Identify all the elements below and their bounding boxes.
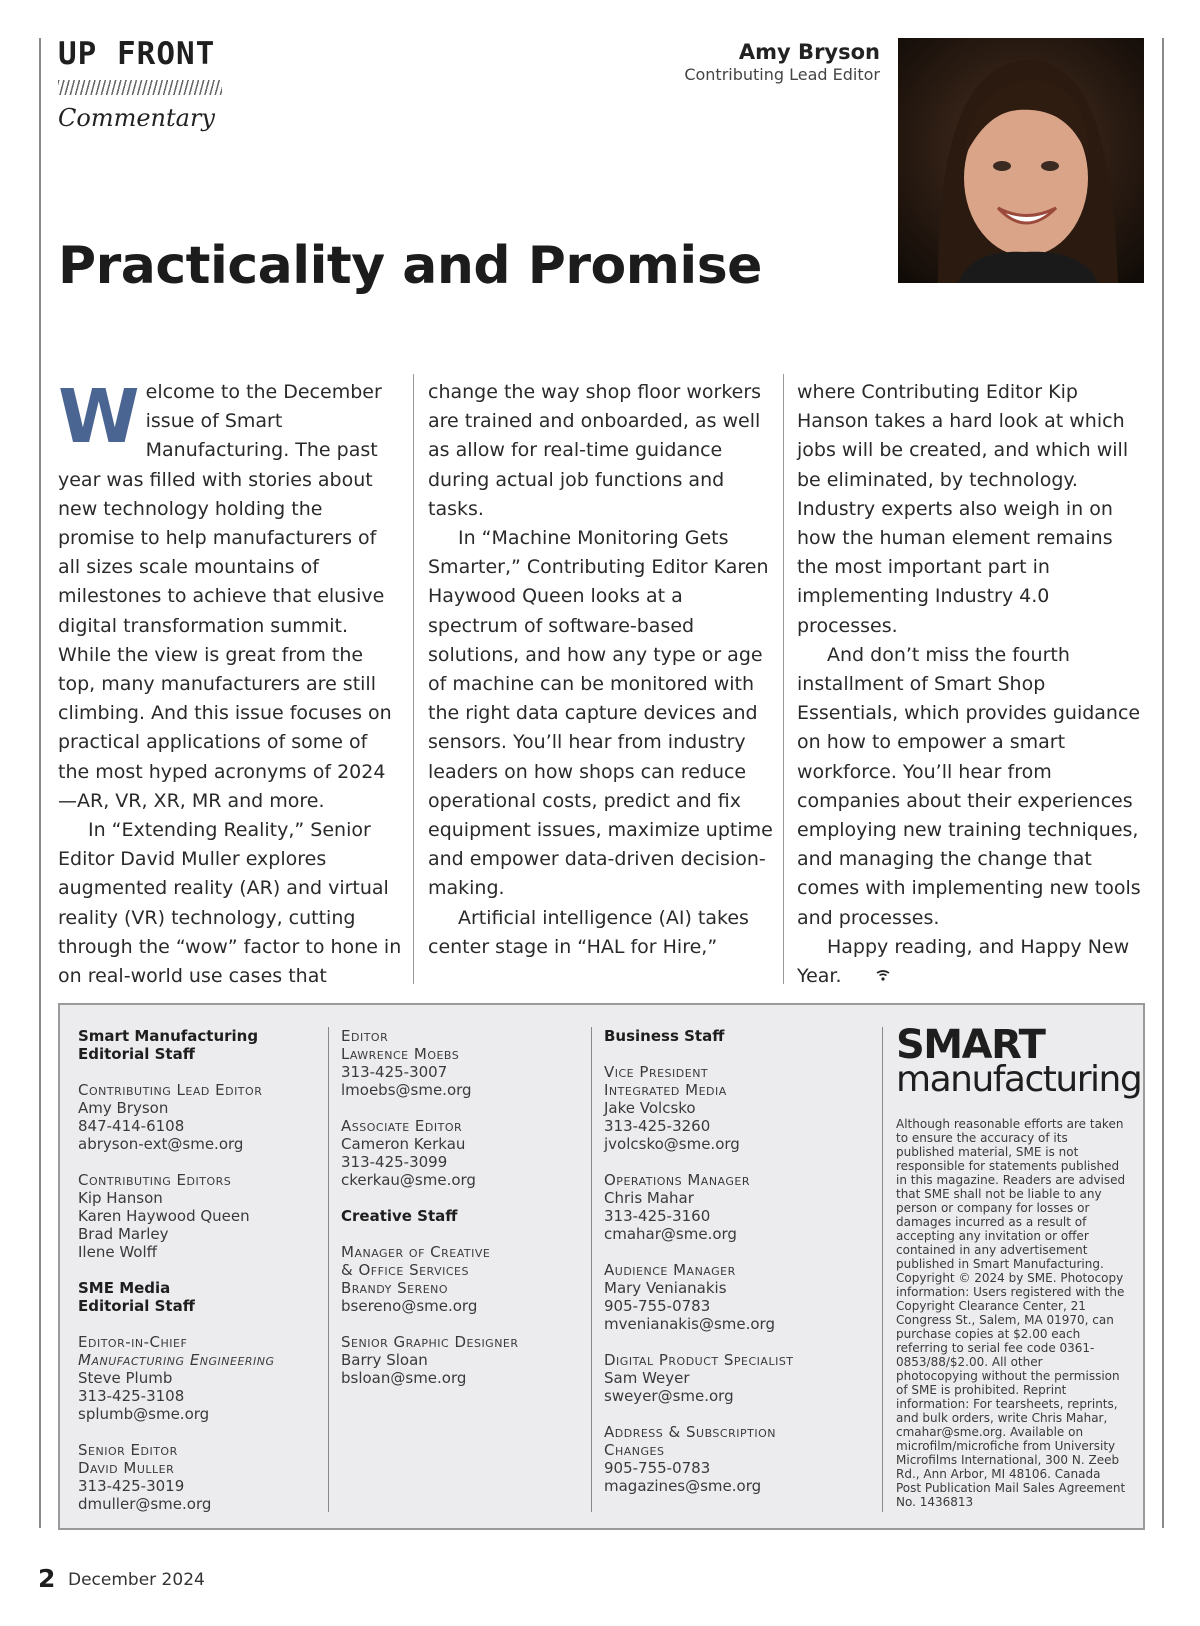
masthead-column-2 (341, 1027, 586, 1405)
staff-phone: 313-425-3099 (341, 1153, 448, 1171)
paragraph: elcome to the December issue of Smart Manufacturing. The past year was filled with stories about new technology holding the promise to help manufacturers of all sizes scale mountains of milestones to achieve that elusive digital transformation summit. While the view is great from the top, many manufacturers are still climbing. And this issue focuses on practical applications of some of the most hyped acronyms of 2024—AR, VR, XR, MR and more. (58, 381, 392, 812)
staff-phone: 313-425-3019 (78, 1477, 185, 1495)
staff-name: Steve Plumb (78, 1369, 173, 1387)
article-column-3 (797, 378, 1143, 991)
smart-manufacturing-logo: SMART (896, 1022, 1045, 1068)
staff-email[interactable]: splumb@sme.org (78, 1405, 210, 1423)
staff-name: Mary Venianakis (604, 1279, 727, 1297)
staff-email[interactable]: abryson-ext@sme.org (78, 1135, 244, 1153)
staff-role: Contributing Editors (78, 1171, 232, 1189)
staff-email[interactable]: sweyer@sme.org (604, 1387, 734, 1405)
column-divider (413, 374, 414, 984)
masthead-box (58, 1003, 1145, 1530)
staff-email[interactable]: mvenianakis@sme.org (604, 1315, 775, 1333)
staff-name: Kip Hanson (78, 1189, 163, 1207)
masthead-column-3 (604, 1027, 844, 1513)
page-number: 2 (38, 1564, 56, 1593)
masthead-heading: SME Media (78, 1279, 171, 1297)
author-title: Contributing Lead Editor (684, 65, 880, 84)
author-name: Amy Bryson (738, 40, 880, 64)
paragraph: In “Extending Reality,” Senior Editor David Muller explores augmented reality (AR) and virtual reality (VR) technology, cutting through the “wow” factor to hone in on real-world use cases that (58, 819, 402, 988)
masthead-divider (882, 1027, 883, 1512)
paragraph: Artificial intelligence (AI) takes center stage in “HAL for Hire,” (428, 906, 749, 958)
masthead-heading: Business Staff (604, 1027, 725, 1045)
staff-role: Senior Editor (78, 1441, 178, 1459)
paragraph: And don’t miss the fourth installment of Smart Shop Essentials, which provides guidance on how to empower a smart workforce. You’ll hear from companies about their experiences employing new training techniques, and managing the change that comes with implementing new tools and processes. (797, 643, 1141, 929)
staff-email[interactable]: lmoebs@sme.org (341, 1081, 472, 1099)
staff-email[interactable]: ckerkau@sme.org (341, 1171, 476, 1189)
author-photo (898, 38, 1144, 283)
staff-role: Senior Graphic Designer (341, 1333, 519, 1351)
issue-date: December 2024 (68, 1570, 205, 1590)
staff-email[interactable]: bsereno@sme.org (341, 1297, 478, 1315)
page-rule-right (1162, 38, 1164, 1528)
staff-name: Sam Weyer (604, 1369, 690, 1387)
hatch-rule (58, 80, 222, 95)
staff-role: Changes (604, 1441, 665, 1459)
staff-role: Vice President (604, 1063, 709, 1081)
staff-name: Ilene Wolff (78, 1243, 157, 1261)
staff-role: & Office Services (341, 1261, 469, 1279)
staff-phone: 905-755-0783 (604, 1459, 711, 1477)
staff-role: Editor (341, 1027, 389, 1045)
staff-role: Address & Subscription (604, 1423, 776, 1441)
staff-phone: 313-425-3108 (78, 1387, 185, 1405)
staff-role: Audience Manager (604, 1261, 736, 1279)
staff-email[interactable]: jvolcsko@sme.org (604, 1135, 740, 1153)
staff-role: Operations Manager (604, 1171, 751, 1189)
staff-phone: 905-755-0783 (604, 1297, 711, 1315)
staff-name: David Muller (78, 1459, 175, 1477)
headline: Practicality and Promise (58, 236, 762, 296)
masthead-heading: Smart Manufacturing (78, 1027, 259, 1045)
staff-name: Barry Sloan (341, 1351, 428, 1369)
author-portrait-icon (898, 38, 1144, 283)
article-column-2 (428, 378, 774, 962)
smart-manufacturing-logo-sub: manufacturing (896, 1059, 1142, 1100)
staff-role: Integrated Media (604, 1081, 727, 1099)
article-column-1 (58, 374, 404, 991)
masthead-heading: Editorial Staff (78, 1297, 195, 1315)
masthead-divider (591, 1027, 592, 1512)
staff-role: Associate Editor (341, 1117, 463, 1135)
staff-name: Lawrence Moebs (341, 1045, 460, 1063)
legal-disclaimer: Although reasonable efforts are taken to ensure the accuracy of its published material, SME is not responsible for statements published in this magazine. Readers are advised that SME shall not be liable to any person or company for losses or damages incurred as a result of accepting any invitation or offer contained in any advertisement published in Smart Manufacturing. Copyright © 2024 by SME. Photocopy information: Users registered with the Copyright Clearance Center, 21 Congress St., Salem, MA 01970, can purchase copies at $2.00 each referring to serial fee code 0361-0853/88/$2.00. All other photocopying without the permission of SME is prohibited. Reprint information: For tearsheets, reprints, and bulk orders, write Chris Mahar, cmahar@sme.org. Available on microfilm/microfiche from University Microfilms International, 300 N. Zeeb Rd., Ann Arbor, MI 48106. Canada Post Publication Mail Sales Agreement No. 1436813 (896, 1117, 1126, 1509)
paragraph: where Contributing Editor Kip Hanson takes a hard look at which jobs will be created, and which will be eliminated, by technology. Industry experts also weigh in on how the human element remains the most important part in implementing Industry 4.0 processes. (797, 381, 1129, 637)
staff-name: Brad Marley (78, 1225, 169, 1243)
staff-role: Manager of Creative (341, 1243, 491, 1261)
staff-phone: 313-425-3260 (604, 1117, 711, 1135)
publication-name: Manufacturing Engineering (78, 1351, 275, 1369)
staff-phone: 847-414-6108 (78, 1117, 185, 1135)
staff-role: Editor-in-Chief (78, 1333, 188, 1351)
staff-email[interactable]: dmuller@sme.org (78, 1495, 212, 1513)
staff-name: Karen Haywood Queen (78, 1207, 250, 1225)
wifi-end-mark-icon (846, 962, 890, 991)
staff-phone: 313-425-3007 (341, 1063, 448, 1081)
paragraph: change the way shop floor workers are trained and onboarded, as well as allow for real-time guidance during actual job functions and tasks. (428, 381, 762, 520)
staff-name: Chris Mahar (604, 1189, 694, 1207)
staff-role: Digital Product Specialist (604, 1351, 794, 1369)
masthead-heading: Editorial Staff (78, 1045, 195, 1063)
column-divider (783, 374, 784, 984)
masthead-column-1 (78, 1027, 328, 1531)
staff-email[interactable]: cmahar@sme.org (604, 1225, 737, 1243)
staff-name: Jake Volcsko (604, 1099, 696, 1117)
paragraph: Happy reading, and Happy New Year. (797, 935, 1130, 988)
staff-name: Cameron Kerkau (341, 1135, 466, 1153)
paragraph: In “Machine Monitoring Gets Smarter,” Contributing Editor Karen Haywood Queen looks at a spectrum of software-based solutions, and how any type or age of machine can be monitored with the right data capture devices and sensors. You’ll hear from industry leaders on how shops can reduce operational costs, predict and fix equipment issues, maximize uptime and empower data-driven decision-making. (428, 527, 773, 900)
kicker: Commentary (58, 104, 215, 132)
masthead-divider (328, 1027, 329, 1512)
section-tag: UP FRONT (58, 36, 216, 72)
staff-email[interactable]: magazines@sme.org (604, 1477, 762, 1495)
staff-name: Brandy Sereno (341, 1279, 449, 1297)
masthead-heading: Creative Staff (341, 1207, 458, 1225)
staff-email[interactable]: bsloan@sme.org (341, 1369, 467, 1387)
staff-role: Contributing Lead Editor (78, 1081, 263, 1099)
staff-name: Amy Bryson (78, 1099, 169, 1117)
staff-phone: 313-425-3160 (604, 1207, 711, 1225)
page-rule-left (39, 38, 41, 1528)
drop-cap: W (58, 374, 140, 460)
